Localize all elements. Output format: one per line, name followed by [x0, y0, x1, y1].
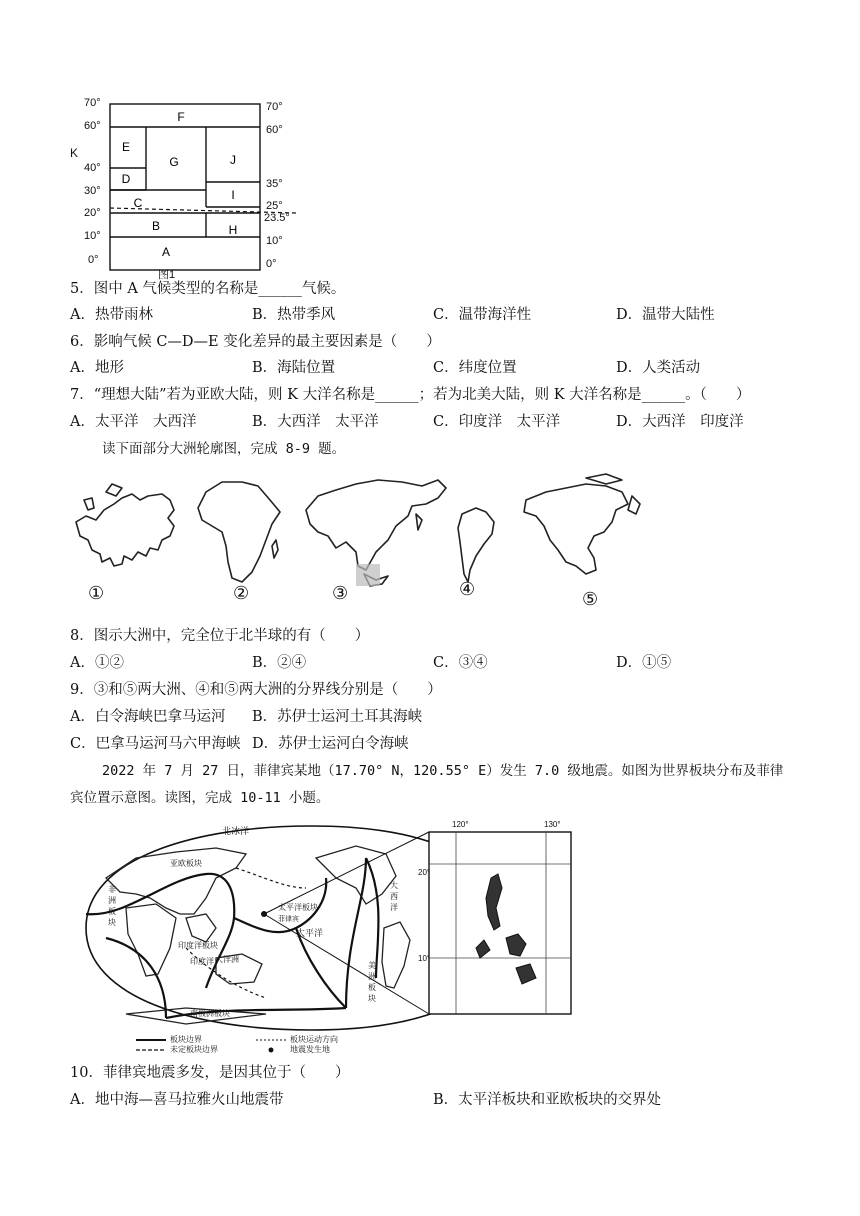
q10-option-b[interactable]: B．太平洋板块和亚欧板块的交界处 [433, 1092, 662, 1108]
q10-option-a[interactable]: A．地中海—喜马拉雅火山地震带 [70, 1092, 284, 1108]
legend-undefined-boundary: 未定板块边界 [170, 1045, 218, 1054]
continent-label-1: ① [88, 583, 105, 604]
figure-caption: 图1 [158, 269, 176, 281]
q9-option-a[interactable]: A．白令海峡巴拿马运河 [70, 709, 226, 725]
lat-right-25: 25° [266, 200, 283, 212]
inset-lon-130: 130° [544, 820, 561, 829]
cell-I: I [231, 188, 235, 202]
continent-europe [76, 494, 174, 566]
cell-F: F [177, 110, 185, 124]
continent-asia [306, 480, 446, 570]
inset-lat-10: 10° [418, 954, 431, 963]
legend-earthquake: 地震发生地 [290, 1045, 330, 1054]
q5-option-c[interactable]: C．温带海洋性 [433, 307, 532, 323]
continent-north-america [524, 484, 628, 574]
q8-option-a[interactable]: A．①② [70, 655, 124, 671]
continent-label-4: ④ [459, 579, 476, 600]
q6-option-b[interactable]: B．海陆位置 [252, 360, 336, 376]
cell-A: A [161, 245, 171, 259]
q10-stem: 10．菲律宾地震多发，是因其位于（ ） [70, 1065, 350, 1081]
q9-option-b[interactable]: B．苏伊士运河土耳其海峡 [252, 709, 423, 725]
continent-africa [198, 482, 280, 582]
q9-stem: 9．③和⑤两大洲、④和⑤两大洲的分界线分别是（ ） [70, 682, 442, 698]
cell-B: B [151, 219, 161, 233]
intro-10-11-line1: 2022 年 7 月 27 日，菲律宾某地（17.70° N，120.55° E）发生 7.0 级地震。如图为世界板块分布及菲律 [102, 763, 784, 779]
intro-10-11-line2: 宾位置示意图。读图，完成 10-11 小题。 [70, 790, 330, 806]
label-indian-plate: 印度洋板块 [178, 941, 218, 950]
lat-left-40: 40° [84, 162, 101, 174]
q6-option-d[interactable]: D．人类活动 [616, 360, 701, 376]
legend-plate-boundary: 板块边界 [170, 1035, 202, 1044]
lat-right-0: 0° [266, 258, 277, 270]
q5-stem: 5．图中 A 气候类型的名称是______气候。 [70, 281, 346, 297]
q7-option-d[interactable]: D．大西洋 印度洋 [616, 414, 744, 430]
k-label: K [70, 146, 79, 160]
q6-stem: 6．影响气候 C—D—E 变化差异的最主要因素是（ ） [70, 334, 441, 350]
label-pacific: 太平洋 [296, 928, 324, 938]
label-indian-ocean: 印度洋 [190, 957, 214, 966]
q7-option-c[interactable]: C．印度洋 太平洋 [433, 414, 561, 430]
q6-option-c[interactable]: C．纬度位置 [433, 360, 517, 376]
cell-G: G [169, 155, 179, 169]
continent-south-america [458, 508, 494, 582]
q8-option-c[interactable]: C．③④ [433, 655, 488, 671]
cell-J: J [230, 153, 236, 167]
continent-label-2: ② [233, 583, 250, 604]
label-pacific-plate: 太平洋板块 [278, 903, 318, 912]
q8-option-b[interactable]: B．②④ [252, 655, 307, 671]
q6-option-a[interactable]: A．地形 [70, 360, 124, 376]
q7-stem: 7．“理想大陆”若为亚欧大陆，则 K 大洋名称是______；若为北美大陆，则 K 大洋名称是______。（ ） [70, 387, 751, 403]
q7-option-a[interactable]: A．太平洋 大西洋 [70, 414, 197, 430]
cell-E: E [121, 140, 131, 154]
label-eurasian-plate: 亚欧板块 [170, 859, 202, 868]
lat-right-70: 70° [266, 101, 283, 113]
q7-option-b[interactable]: B．大西洋 太平洋 [252, 414, 379, 430]
world-plates-map [66, 818, 586, 1058]
lat-right-35: 35° [266, 178, 283, 190]
lat-left-30: 30° [84, 185, 101, 197]
cell-H: H [228, 223, 238, 237]
inset-lat-20: 20° [418, 868, 431, 877]
lat-right-60: 60° [266, 124, 283, 136]
cell-D: D [121, 172, 131, 186]
q5-option-a[interactable]: A．热带雨林 [70, 307, 153, 323]
lat-right-10: 10° [266, 235, 283, 247]
label-antarctic-plate: 南极洲板块 [190, 1009, 230, 1018]
q5-option-d[interactable]: D．温带大陆性 [616, 307, 715, 323]
lat-right-23-5: 23.5° [264, 212, 290, 224]
label-oceania: 大洋洲 [215, 955, 239, 964]
label-african-plate: 非洲板块 [108, 885, 116, 927]
continent-label-5: ⑤ [582, 589, 599, 610]
label-arctic: 北冰洋 [222, 826, 250, 836]
label-philippine: 菲律宾 [278, 916, 299, 923]
intro-8-9: 读下面部分大洲轮廓图，完成 8-9 题。 [102, 441, 346, 457]
lat-left-60: 60° [84, 120, 101, 132]
inset-lon-120: 120° [452, 820, 469, 829]
q5-option-b[interactable]: B．热带季风 [252, 307, 336, 323]
lat-left-20: 20° [84, 207, 101, 219]
label-americas-plate: 美洲板块 [368, 961, 376, 1003]
q8-stem: 8．图示大洲中，完全位于北半球的有（ ） [70, 628, 370, 644]
label-atlantic: 大西洋 [390, 881, 398, 912]
cell-C: C [133, 196, 143, 210]
lat-left-70: 70° [84, 97, 101, 109]
lat-left-0: 0° [88, 254, 99, 266]
lat-left-10: 10° [84, 230, 101, 242]
q9-option-d[interactable]: D．苏伊士运河白令海峡 [252, 736, 409, 752]
continent-label-3: ③ [332, 583, 349, 604]
q9-option-c[interactable]: C．巴拿马运河马六甲海峡 [70, 736, 241, 752]
legend-plate-motion: 板块运动方向 [290, 1035, 338, 1044]
q8-option-d[interactable]: D．①⑤ [616, 655, 672, 671]
